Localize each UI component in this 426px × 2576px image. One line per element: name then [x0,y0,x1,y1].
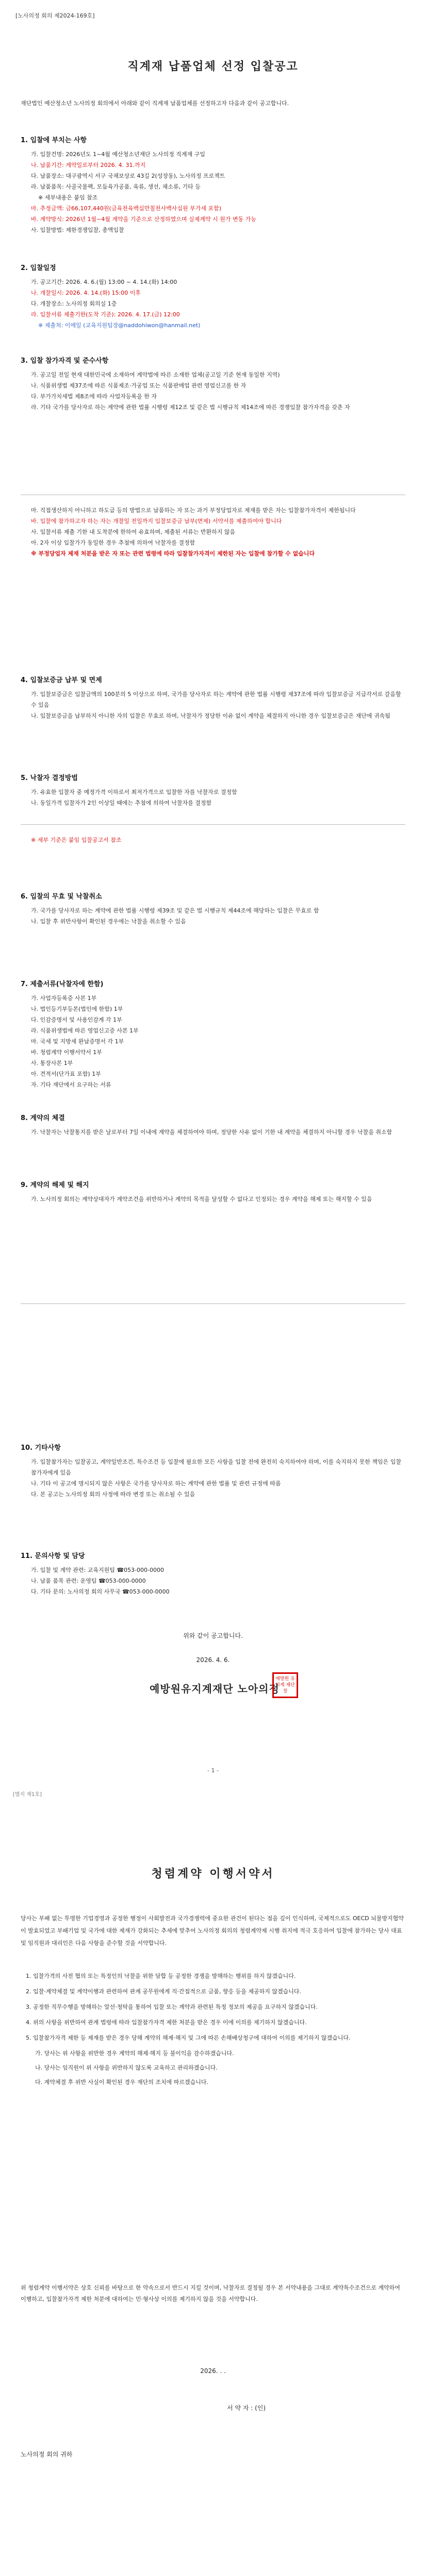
form-mark: [별지 제1호] [13,1792,42,1798]
section-11 [21,1551,405,1597]
list-item: 나. 개찰일시: 2026. 4. 14.(화) 15:00 이후 [31,290,141,296]
list-item: ※ 제출처: 이메일 (교육지원팀장@naddohiwon@hanmail.net) [38,322,201,329]
page-number: - 1 - [207,1767,219,1774]
list-item: 마. 직접생산하지 아니하고 하도급 등의 방법으로 납품하는 자 또는 과거 부정당업자로 제재를 받은 자는 입찰참가자격이 제한됩니다 [31,507,356,514]
section-heading: 4. 입찰보증금 납부 및 면제 [21,676,102,684]
pledge-title: 청렴계약 이행서약서 [151,1868,275,1880]
list-item: 사. 통장사본 1부 [31,1060,73,1066]
list-item: 다. 부가가치세법 제8조에 따라 사업자등록을 한 자 [31,393,157,400]
section-10 [21,1443,405,1500]
list-item: 나. 납품기간: 계약일로부터 2026. 4. 31.까지 [31,162,146,168]
list-item: 라. 기타 국가를 당사자로 하는 계약에 관한 법률 시행령 제12조 및 같은 법 시행규칙 제14조에 따른 경쟁입찰 참가자격을 갖춘 자 [31,404,350,411]
announce-text: 위와 같이 공고합니다. [183,1632,243,1639]
list-item: 가. 입찰참가자는 입찰공고, 계약일반조건, 특수조건 등 입찰에 필요한 모든 사항을 입찰 전에 완전히 숙지하여야 하며, 이를 숙지하지 못한 책임은 입찰참가자에게 있음 [31,1459,401,1476]
divider [21,1303,405,1304]
list-item: 사. 입찰서류 제출 기한 내 도착분에 한하여 유효하며, 제출된 서류는 반환하지 않음 [31,529,236,535]
list-item: 나. 기타 이 공고에 명시되지 않은 사항은 국가를 당사자로 하는 계약에 관한 법률 및 관련 규정에 따름 [31,1480,281,1487]
lead-paragraph: 재단법인 예산청소년 노사의정 회의에서 아래와 같이 직계재 납품업체를 선정하고자 다음과 같이 공고합니다. [21,100,289,107]
note: ※ 세부 기준은 붙임 입찰공고서 참조 [31,837,122,843]
section-5-note [21,835,405,845]
section-heading: 10. 기타사항 [21,1444,61,1452]
list-item: 나. 납품 품목 관련: 운영팀 ☎053-000-0000 [31,1578,146,1584]
list-item: 라. 식품위생법에 따른 영업신고증 사본 1부 [31,1027,139,1034]
list-item: 가. 유효한 입찰자 중 예정가격 이하로서 최저가격으로 입찰한 자를 낙찰자로 결정함 [31,789,237,795]
list-item: 아. 2자 이상 입찰가가 동일한 경우 추첨에 의하여 낙찰자를 결정함 [31,539,195,546]
list-item: 다. 본 공고는 노사의정 회의 사정에 따라 변경 또는 취소될 수 있음 [31,1491,195,1498]
list-item: 바. 입찰에 참가하고자 하는 자는 개찰일 전일까지 입찰보증금 납부(면제) 서약서를 제출하여야 합니다 [31,518,282,524]
section-heading: 1. 입찰에 부치는 사항 [21,137,87,144]
section-heading: 9. 계약의 해제 및 해지 [21,1181,89,1189]
warning-note: ※ 부정당업자 제재 처분을 받은 자 또는 관련 법령에 따라 입찰참가자격이 제한된 자는 입찰에 참가할 수 없습니다 [31,550,315,557]
list-item: 다. 기타 문의: 노사의정 회의 사무국 ☎053-000-0000 [31,1588,170,1595]
list-item: 가. 당사는 위 사항을 위반한 경우 계약의 해제·해지 등 불이익을 감수하겠습니다. [35,2050,234,2057]
section-8 [21,1113,405,1138]
list-item: 다. 계약체결 후 위반 사실이 확인된 경우 재단의 조치에 따르겠습니다. [35,2079,208,2086]
list-item: 가. 입찰 및 계약 관련: 교육지원팀 ☎053-000-0000 [31,1567,164,1573]
list-item: 가. 입찰보증금은 입찰금액의 100분의 5 이상으로 하며, 국가를 당사자로 하는 계약에 관한 법률 시행령 제37조에 따라 입찰보증금 지급각서로 갈음할 수 있음 [31,691,401,708]
list-item: 다. 납품장소: 대구광역시 서구 국채보상로 43길 2(성장동), 노사의정 프로젝트 [31,173,225,179]
section-heading: 3. 입찰 참가자격 및 준수사항 [21,357,109,365]
list-item: 가. 입찰건명: 2026년도 1~4월 예산청소년재단 노사의정 직계재 구입 [31,151,205,158]
list-item: 2. 입찰·계약체결 및 계약이행과 관련하여 관계 공무원에게 직·간접적으로 금품, 향응 등을 제공하지 않겠습니다. [26,1988,301,1995]
list-item: 다. 인감증명서 및 사용인감계 각 1부 [31,1016,122,1023]
list-item: 5. 입찰참가자격 제한 등 제재를 받은 경우 당해 계약의 해제·해지 및 그에 따른 손해배상청구에 대하여 이의를 제기하지 않겠습니다. [26,2035,351,2041]
divider [21,824,405,825]
section-heading: 5. 낙찰자 결정방법 [21,774,78,782]
section-heading: 7. 제출서류(낙찰자에 한함) [21,980,104,988]
list-item: 가. 공고기간: 2026. 4. 6.(월) 13:00 ~ 4. 14.(화) 14:00 [31,279,177,285]
issuer-name: 예방원유지계재단 노아의정 [150,1683,280,1695]
list-item: 4. 위의 사항을 위반하여 관계 법령에 따라 입찰참가자격 제한 처분을 받은 경우 이에 이의를 제기하지 않겠습니다. [26,2019,307,2026]
pledge-signer: 서 약 자 : (인) [227,2404,266,2412]
list-item: 가. 공고일 전일 현재 대한민국에 소재하여 계약법에 따른 소재한 업체(공고일 기준 현재 동일한 지역) [31,371,280,378]
section-heading: 2. 입찰일정 [21,264,56,272]
pledge-date: 2026. . . [200,2367,226,2375]
doc-ref: [노사의정 회의 제2024-169호] [15,12,95,19]
section-9 [21,1180,405,1205]
list-item: ※ 세부내용은 붙임 참조 [38,194,98,201]
list-item: 다. 개찰장소: 노사의정 회의실 1층 [31,300,117,307]
pledge-closing: 위 청렴계약 이행서약은 상호 신뢰를 바탕으로 한 약속으로서 반드시 지킬 것이며, 낙찰자로 결정될 경우 본 서약내용을 그대로 계약특수조건으로 계약하여 이행하고, 입찰참가자격 제한 처분에 대하여는 민·형사상 이의를 제기하지 않을 것을 서약합니다. [21,2284,400,2302]
section-heading: 11. 문의사항 및 담당 [21,1552,85,1560]
list-item: 나. 법인등기부등본(법인에 한함) 1부 [31,1006,123,1012]
list-item: 라. 납품품목: 사골국물팩, 모듬육가공품, 육류, 생선, 채소류, 기타 등 [31,183,201,190]
section-7 [21,979,405,1090]
list-item: 가. 낙찰자는 낙찰통지를 받은 날로부터 7일 이내에 계약을 체결하여야 하며, 정당한 사유 없이 기한 내 계약을 체결하지 아니할 경우 낙찰을 취소함 [31,1129,392,1136]
page-title: 직계재 납품업체 선정 입찰공고 [127,60,299,73]
list-item: 바. 청렴계약 이행서약서 1부 [31,1049,102,1056]
section-2 [21,263,405,331]
list-item: 라. 입찰서류 제출기한(도착 기준): 2026. 4. 17.(금) 12:00 [31,311,180,318]
blank-area [0,2463,426,2576]
section-3 [21,355,405,413]
list-item: 나. 동일가격 입찰자가 2인 이상일 때에는 추첨에 의하여 낙찰자를 결정함 [31,800,212,806]
section-heading: 6. 입찰의 무효 및 낙찰취소 [21,893,102,901]
list-item: 마. 추정금액: 금66,107,440원(금육천육백십만칠천사백사십원 부가세 포함) [31,205,222,212]
list-item: 가. 국가를 당사자로 하는 계약에 관한 법률 시행령 제39조 및 같은 법 시행규칙 제44조에 해당하는 입찰은 무효로 함 [31,907,319,914]
section-4 [21,675,405,721]
list-item: 가. 노사의정 회의는 계약상대자가 계약조건을 위반하거나 계약의 목적을 달성할 수 없다고 인정되는 경우 계약을 해제 또는 해지할 수 있음 [31,1196,372,1202]
section-1 [21,135,405,235]
list-item: 나. 식품위생법 제37조에 따른 식품제조·가공업 또는 식품판매업 관련 영업신고를 한 자 [31,382,247,389]
pledge-list [21,1971,405,2091]
list-item: 나. 입찰보증금을 납부하지 아니한 자의 입찰은 무효로 하며, 낙찰자가 정당한 이유 없이 계약을 체결하지 아니한 경우 입찰보증금은 재단에 귀속됨 [31,713,390,719]
seal-text: 예방원 유지계 재단장 [275,1676,295,1694]
pledge-lead: 당사는 부패 없는 투명한 기업경영과 공정한 행정이 사회발전과 국가경쟁력에 중요한 관건이 된다는 점을 깊이 인식하며, 국제적으로도 OECD 뇌물방지협약이 발효되었고 부패기업 및 국가에 대한 제재가 강화되는 추세에 맞추어 노사의정 회의의 청렴계약제 시행 취지에 적극 호응하여 입찰에 참가하는 당사 대표 및 임직원과 대리인은 다음 사항을 준수할 것을 서약합니다. [21,1915,404,1946]
list-item: 자. 기타 재단에서 요구하는 서류 [31,1081,111,1088]
list-item: 3. 공정한 직무수행을 방해하는 알선·청탁을 통하여 입찰 또는 계약과 관련된 특정 정보의 제공을 요구하지 않겠습니다. [26,2004,318,2010]
list-item: 1. 입찰가격의 사전 협의 또는 특정인의 낙찰을 위한 담합 등 공정한 경쟁을 방해하는 행위를 하지 않겠습니다. [26,1973,296,1979]
list-item: 아. 견적서(단가표 포함) 1부 [31,1071,101,1077]
official-seal [272,1672,298,1698]
list-item: 가. 사업자등록증 사본 1부 [31,995,97,1002]
list-item: 나. 입찰 후 위반사항이 확인된 경우에는 낙찰을 취소할 수 있음 [31,918,186,925]
section-3-continued [21,505,405,559]
section-5 [21,773,405,808]
section-6 [21,891,405,927]
list-item: 바. 계약방식: 2026년 1월~4월 계약을 기준으로 산정하였으며 실제계약 시 원가 변동 가능 [31,216,256,223]
list-item: 사. 입찰방법: 제한경쟁입찰, 총액입찰 [31,227,124,233]
section-heading: 8. 계약의 체결 [21,1114,65,1122]
list-item: 마. 국세 및 지방세 완납증명서 각 1부 [31,1038,124,1045]
list-item: 나. 당사는 임직원이 위 사항을 위반하지 않도록 교육하고 관리하겠습니다. [35,2064,218,2071]
pledge-addressee: 노사의정 회의 귀하 [21,2451,73,2458]
announce-date: 2026. 4. 6. [196,1656,230,1664]
